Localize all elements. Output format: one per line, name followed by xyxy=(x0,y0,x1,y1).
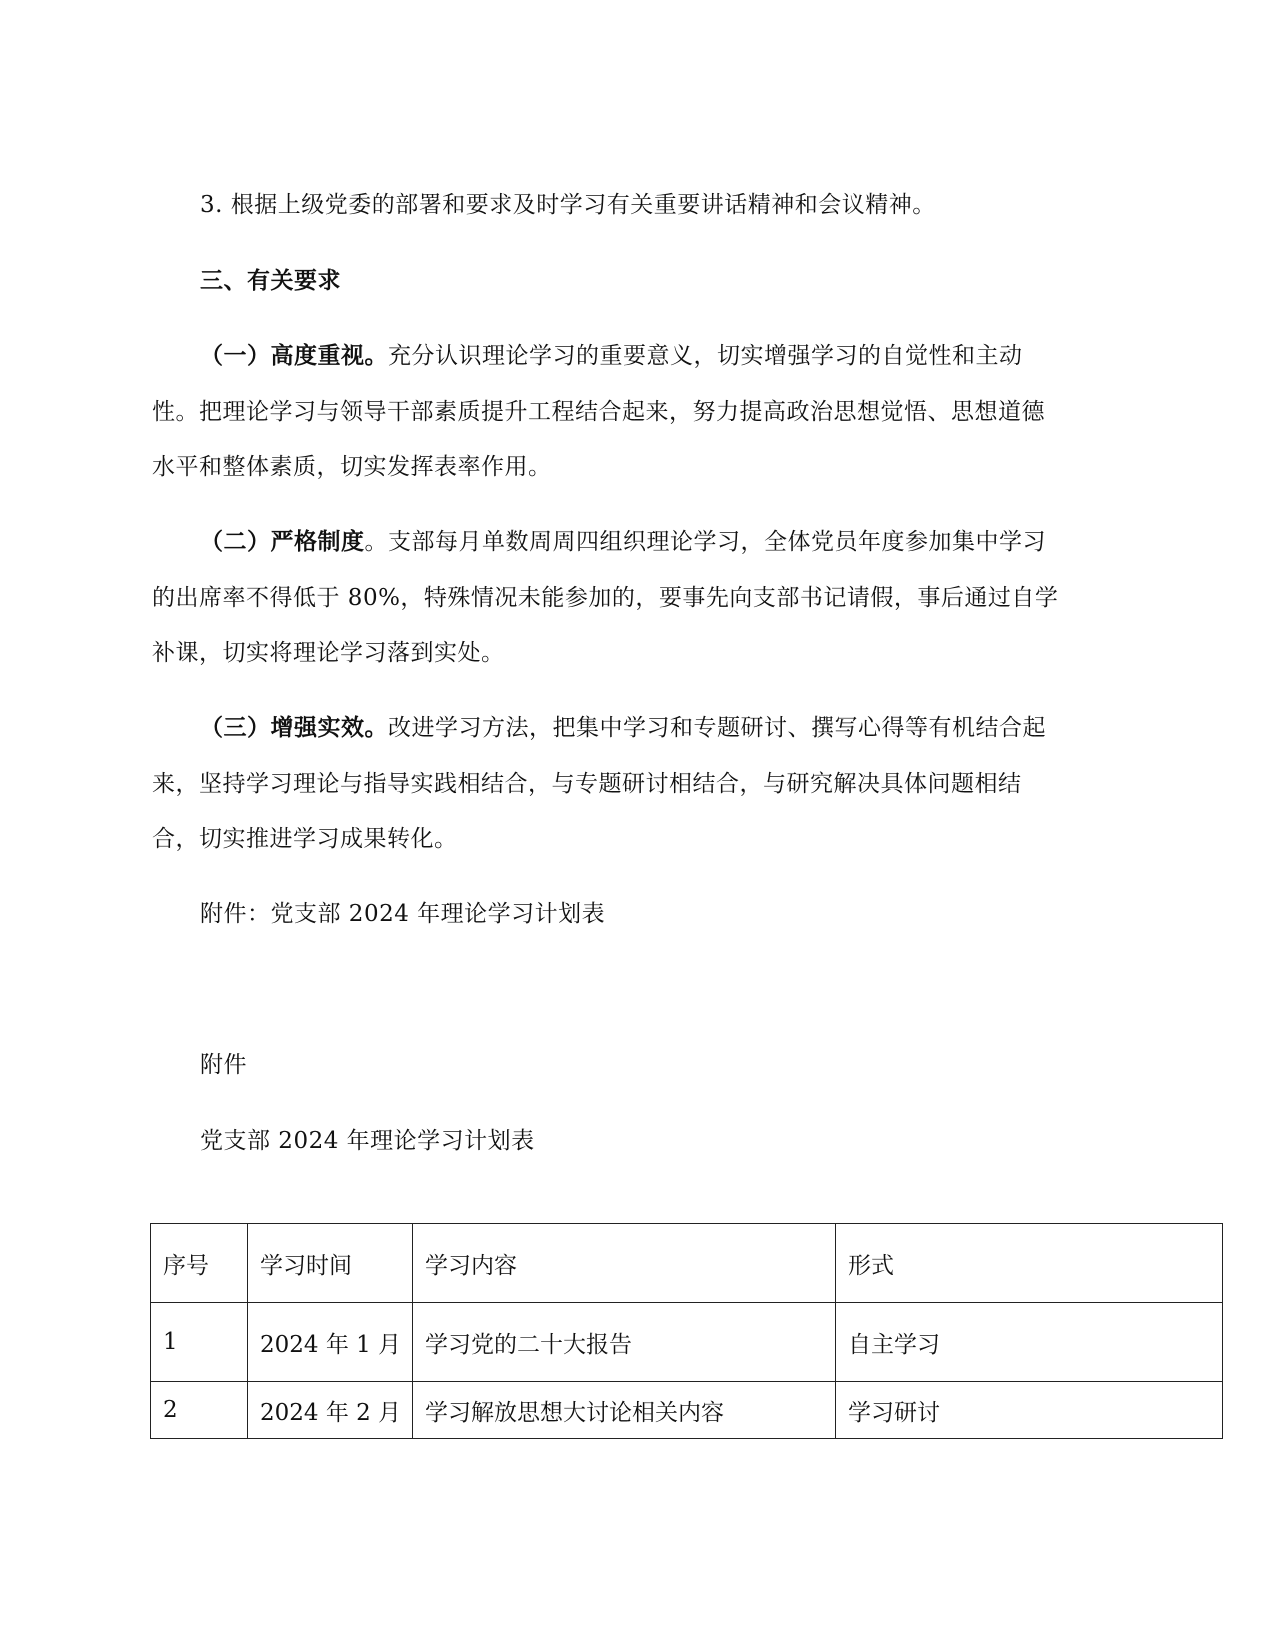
attachment-label: 附件 xyxy=(200,1052,247,1078)
requirement-1-title: （一）高度重视。 xyxy=(200,343,388,369)
requirement-3-line-3: 合，切实推进学习成果转化。 xyxy=(152,826,458,852)
table-title: 党支部 2024 年理论学习计划表 xyxy=(200,1128,535,1154)
requirement-1-line-3: 水平和整体素质，切实发挥表率作用。 xyxy=(152,454,552,480)
table-row xyxy=(151,1382,1223,1439)
cell-format: 学习研讨 xyxy=(836,1382,1223,1439)
requirement-3-text: 改进学习方法，把集中学习和专题研讨、撰写心得等有机结合起 xyxy=(388,715,1046,741)
requirement-2-text: 。支部每月单数周周四组织理论学习，全体党员年度参加集中学习 xyxy=(364,529,1046,555)
attachment-note: 附件：党支部 2024 年理论学习计划表 xyxy=(200,901,606,927)
cell-time: 2024 年 2 月 xyxy=(248,1382,413,1439)
requirement-2-line-1 xyxy=(200,527,1046,557)
cell-index: 2 xyxy=(151,1382,248,1439)
requirement-2-line-2: 的出席率不得低于 80%，特殊情况未能参加的，要事先向支部书记请假，事后通过自学 xyxy=(152,585,1059,611)
cell-time: 2024 年 1 月 xyxy=(248,1303,413,1382)
header-cell-format: 形式 xyxy=(836,1224,1223,1303)
study-plan-table xyxy=(150,1223,1223,1439)
requirement-3-line-2: 来，坚持学习理论与指导实践相结合，与专题研讨相结合，与研究解决具体问题相结 xyxy=(152,771,1022,797)
item-3-text: 3. 根据上级党委的部署和要求及时学习有关重要讲话精神和会议精神。 xyxy=(200,192,936,218)
section-heading: 三、有关要求 xyxy=(200,268,341,294)
cell-index: 1 xyxy=(151,1303,248,1382)
requirement-1-line-1 xyxy=(200,341,1023,371)
header-cell-index: 序号 xyxy=(151,1224,248,1303)
requirement-2-title: （二）严格制度 xyxy=(200,529,365,555)
table-header-row xyxy=(151,1224,1223,1303)
cell-content: 学习解放思想大讨论相关内容 xyxy=(413,1382,836,1439)
requirement-2-line-3: 补课，切实将理论学习落到实处。 xyxy=(152,640,505,666)
requirement-1-text: 充分认识理论学习的重要意义，切实增强学习的自觉性和主动 xyxy=(388,343,1023,369)
requirement-3-line-1 xyxy=(200,713,1046,743)
header-cell-content: 学习内容 xyxy=(413,1224,836,1303)
requirement-3-title: （三）增强实效。 xyxy=(200,715,388,741)
requirement-1-line-2: 性。把理论学习与领导干部素质提升工程结合起来，努力提高政治思想觉悟、思想道德 xyxy=(152,399,1045,425)
header-cell-time: 学习时间 xyxy=(248,1224,413,1303)
table-row xyxy=(151,1303,1223,1382)
cell-format: 自主学习 xyxy=(836,1303,1223,1382)
cell-content: 学习党的二十大报告 xyxy=(413,1303,836,1382)
